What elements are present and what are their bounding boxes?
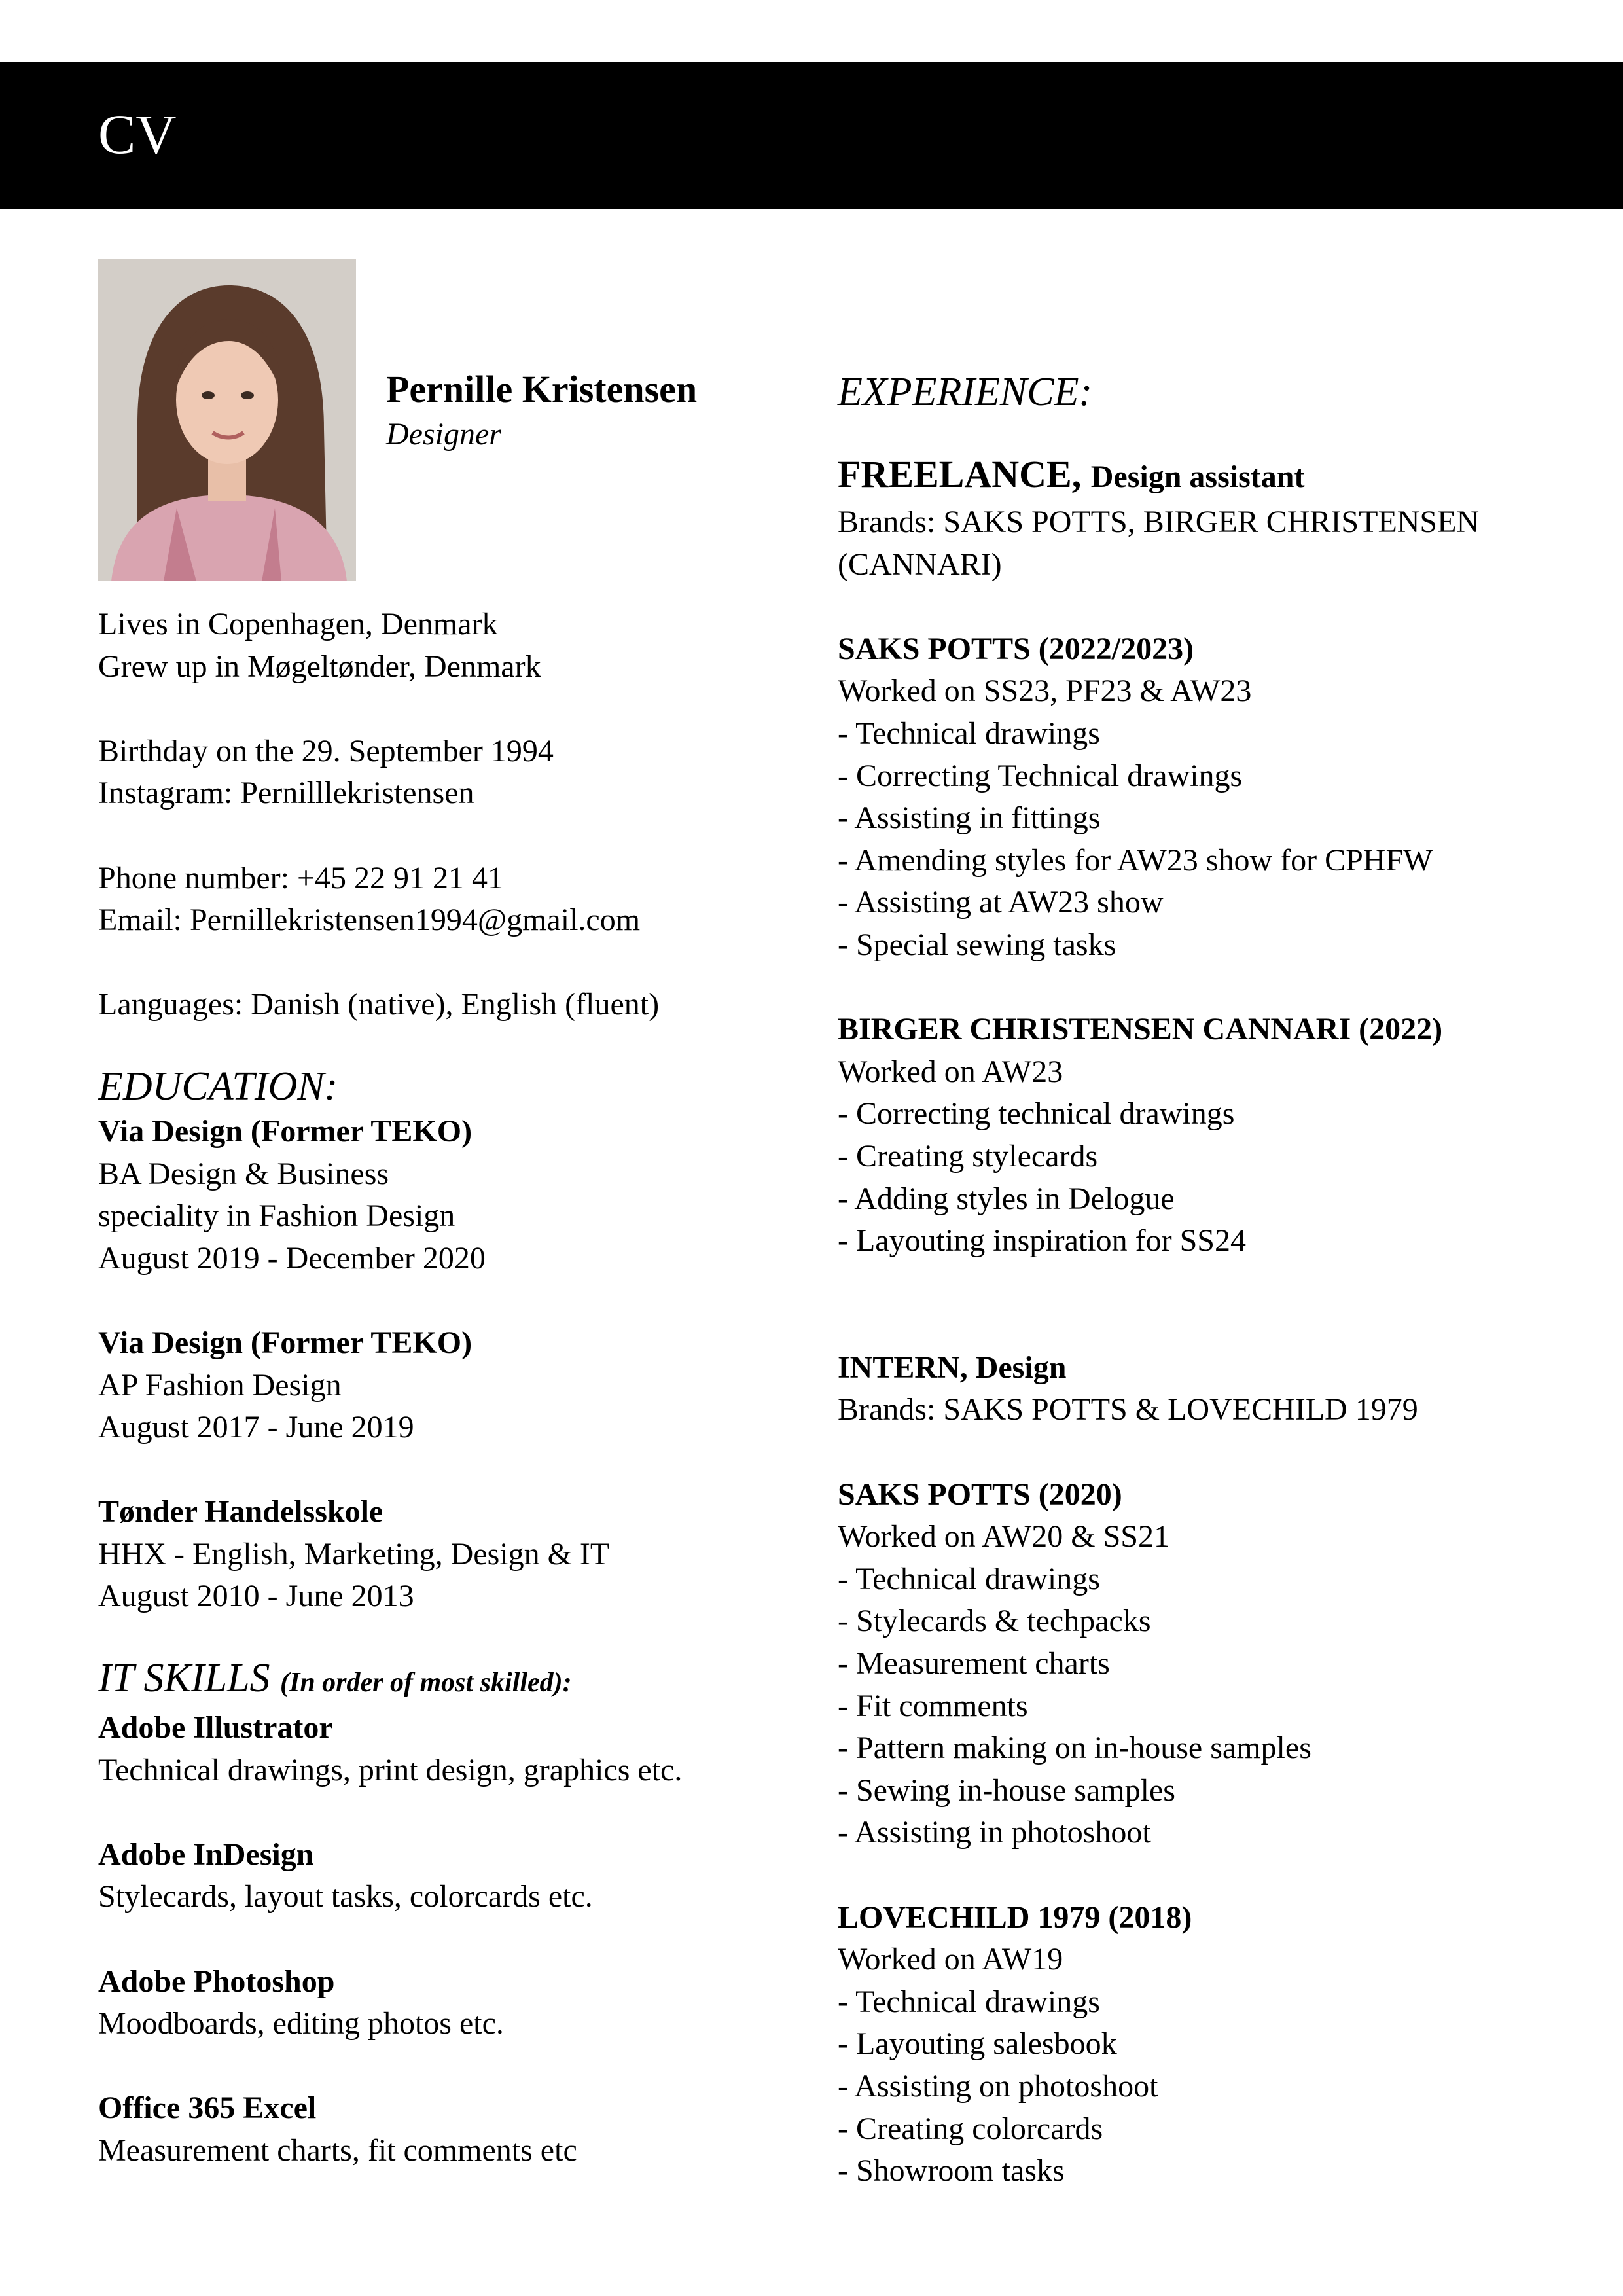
job-title: SAKS POTTS (2020): [838, 1477, 1122, 1512]
skills-heading: [98, 1654, 785, 1707]
job-line: - Adding styles in Delogue: [838, 1181, 1175, 1216]
right-column: [838, 368, 1558, 2193]
skill-item: [98, 1707, 785, 1791]
skill-item: [98, 2087, 785, 2172]
freelance-title: [838, 450, 1558, 501]
job-line: - Stylecards & techpacks: [838, 1604, 1151, 1639]
person-name: Pernille Kristensen: [386, 368, 698, 410]
experience-heading: EXPERIENCE:: [838, 370, 1093, 414]
job-line: - Pattern making on in-house samples: [838, 1731, 1311, 1766]
education-line: August 2010 - June 2013: [98, 1579, 414, 1614]
skill-name: Adobe Photoshop: [98, 1964, 335, 1999]
skill-desc: Stylecards, layout tasks, colorcards etc.: [98, 1879, 593, 1914]
job-entry: [838, 1009, 1558, 1263]
person-role: Designer: [386, 417, 501, 452]
skill-name: Adobe InDesign: [98, 1837, 314, 1872]
skill-name: Adobe Illustrator: [98, 1710, 333, 1746]
skill-item: [98, 1834, 785, 1918]
detail-line: Lives in Copenhagen, Denmark: [98, 607, 498, 641]
detail-line: Instagram: Pernilllekristensen: [98, 776, 474, 811]
skills-heading-text: IT SKILLS: [98, 1656, 270, 1701]
job-title: LOVECHILD 1979 (2018): [838, 1899, 1192, 1935]
intern-brands: Brands: SAKS POTTS & LOVECHILD 1979: [838, 1392, 1418, 1427]
personal-details: [98, 603, 785, 1026]
job-line: - Technical drawings: [838, 715, 1100, 751]
job-line: - Correcting technical drawings: [838, 1096, 1235, 1132]
education-school: Via Design (Former TEKO): [98, 1325, 473, 1360]
skill-desc: Technical drawings, print design, graphics etc.: [98, 1752, 683, 1787]
job-line: - Assisting in photoshoot: [838, 1815, 1151, 1850]
education-item: [98, 1322, 785, 1449]
skill-item: [98, 1961, 785, 2045]
education-line: AP Fashion Design: [98, 1367, 342, 1403]
job-line: - Amending styles for AW23 show for CPHFW: [838, 842, 1433, 878]
skills-heading-note: (In order of most skilled):: [279, 1668, 572, 1698]
education-line: August 2017 - June 2019: [98, 1410, 414, 1445]
education-heading: EDUCATION:: [98, 1064, 338, 1109]
job-line: - Sewing in-house samples: [838, 1772, 1175, 1808]
education-item: [98, 1491, 785, 1618]
profile-photo: [98, 259, 356, 581]
skill-desc: Moodboards, editing photos etc.: [98, 2006, 504, 2041]
detail-line: Email: Pernillekristensen1994@gmail.com: [98, 903, 641, 938]
job-line: - Layouting salesbook: [838, 2026, 1117, 2062]
job-line: Worked on SS23, PF23 & AW23: [838, 673, 1252, 709]
job-line: - Layouting inspiration for SS24: [838, 1223, 1246, 1259]
detail-line: Languages: Danish (native), English (fluent): [98, 987, 660, 1022]
job-line: - Assisting on photoshoot: [838, 2068, 1158, 2104]
job-line: - Assisting in fittings: [838, 800, 1101, 836]
freelance-title-main: FREELANCE,: [838, 453, 1082, 495]
job-entry: [838, 1897, 1558, 2193]
education-item: [98, 1111, 785, 1280]
job-line: - Correcting Technical drawings: [838, 758, 1243, 793]
job-line: Worked on AW19: [838, 1942, 1063, 1977]
job-line: - Creating stylecards: [838, 1138, 1098, 1174]
job-line: - Showroom tasks: [838, 2153, 1065, 2189]
education-line: BA Design & Business: [98, 1156, 389, 1191]
job-line: - Fit comments: [838, 1688, 1028, 1723]
education-line: August 2019 - December 2020: [98, 1240, 486, 1276]
education-school: Tønder Handelsskole: [98, 1494, 383, 1530]
job-line: - Technical drawings: [838, 1984, 1100, 2019]
job-line: - Measurement charts: [838, 1646, 1110, 1681]
job-entry: [838, 1474, 1558, 1854]
job-line: - Creating colorcards: [838, 2111, 1103, 2146]
education-line: speciality in Fashion Design: [98, 1198, 455, 1234]
job-line: - Assisting at AW23 show: [838, 885, 1164, 920]
education-school: Via Design (Former TEKO): [98, 1113, 473, 1149]
page-title: CV: [98, 103, 177, 166]
freelance-subtitle: Design assistant: [1090, 459, 1305, 494]
detail-line: Phone number: +45 22 91 21 41: [98, 860, 504, 895]
job-line: Worked on AW20 & SS21: [838, 1519, 1169, 1554]
job-line: - Special sewing tasks: [838, 927, 1116, 962]
job-entry: [838, 628, 1558, 967]
intern-title: INTERN, Design: [838, 1350, 1067, 1385]
job-title: SAKS POTTS (2022/2023): [838, 631, 1194, 666]
job-line: Worked on AW23: [838, 1054, 1063, 1089]
header-bar: [0, 62, 1623, 209]
job-line: - Technical drawings: [838, 1561, 1100, 1596]
skill-desc: Measurement charts, fit comments etc: [98, 2133, 577, 2168]
education-line: HHX - English, Marketing, Design & IT: [98, 1536, 610, 1571]
detail-line: Birthday on the 29. September 1994: [98, 733, 554, 768]
job-title: BIRGER CHRISTENSEN CANNARI (2022): [838, 1012, 1443, 1047]
left-column: [98, 603, 785, 2172]
skill-name: Office 365 Excel: [98, 2090, 317, 2126]
detail-line: Grew up in Møgeltønder, Denmark: [98, 649, 541, 684]
freelance-brands: Brands: SAKS POTTS, BIRGER CHRISTENSEN (CANNARI): [838, 505, 1480, 582]
